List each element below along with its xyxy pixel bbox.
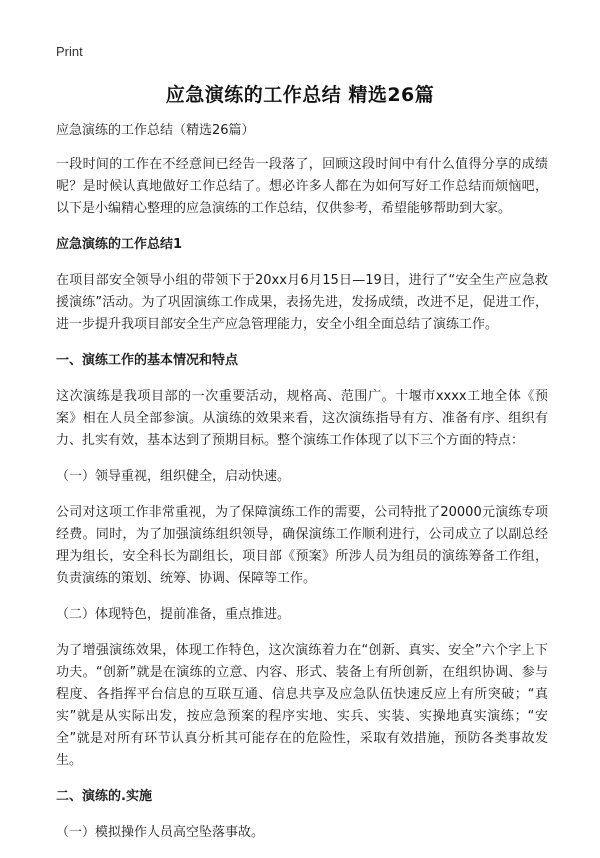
- print-label[interactable]: Print: [56, 44, 83, 59]
- item1-paragraph: 公司对这项工作非常重视，为了保障演练工作的需要，公司特批了20000元演练专项经费。同时，为了加强演练组织领导，确保演练工作顺利进行，公司成立了以副总经理为组长，安全科长为副组长，项目部《预案》所涉人员为组员的演练筹备工作组，负责演练的策划、统筹、协调、保障等工作。: [56, 505, 548, 586]
- part1-heading: 一、演练工作的基本情况和特点: [56, 353, 239, 368]
- item1-heading: （一）领导重视，组织健全，启动快速。: [56, 469, 291, 484]
- document-body: [56, 120, 548, 858]
- section1-heading: 应急演练的工作总结1: [56, 237, 183, 252]
- section1-paragraph: 在项目部安全领导小组的带领下于20xx月6月15日—19日，进行了“安全生产应急救援演练”活动。为了巩固演练工作成果，表扬先进，发扬成绩，改进不足，促进工作，进一步提升我项目部安全生产应急管理能力，安全小组全面总结了演练工作。: [56, 273, 548, 332]
- part2-heading: 二、演练的.实施: [56, 789, 152, 804]
- part2-item1: （一）模拟操作人员高空坠落事故。: [56, 825, 265, 840]
- item2-paragraph: 为了增强演练效果，体现工作特色，这次演练着力在“创新、真实、安全”六个字上下功夫。“创新”就是在演练的立意、内容、形式、装备上有所创新，在组织协调、参与程度、各指挥平台信息的互联互通、信息共享及应急队伍快速反应上有所突破；“真实”就是从实际出发，按应急预案的程序实地、实兵、实装、实操地真实演练；“安全”就是对所有环节认真分析其可能存在的危险性，采取有效措施，预防各类事故发生。: [56, 643, 548, 768]
- intro-paragraph: 一段时间的工作在不经意间已经告一段落了，回顾这段时间中有什么值得分享的成绩呢？是时候认真地做好工作总结了。想必许多人都在为如何写好工作总结而烦恼吧，以下是小编精心整理的应急演练的工作总结，仅供参考，希望能够帮助到大家。: [56, 157, 548, 216]
- document-title: 应急演练的工作总结 精选26篇: [165, 84, 435, 106]
- item2-heading: （二）体现特色，提前准备，重点推进。: [56, 607, 291, 622]
- document-subtitle: 应急演练的工作总结（精选26篇）: [56, 123, 255, 138]
- part1-paragraph: 这次演练是我项目部的一次重要活动，规格高、范围广。十堰市xxxx工地全体《预案》相在人员全部参演。从演练的效果来看，这次演练指导有方、准备有序、组织有力、扎实有效，基本达到了预期目标。整个演练工作体现了以下三个方面的特点：: [56, 389, 548, 448]
